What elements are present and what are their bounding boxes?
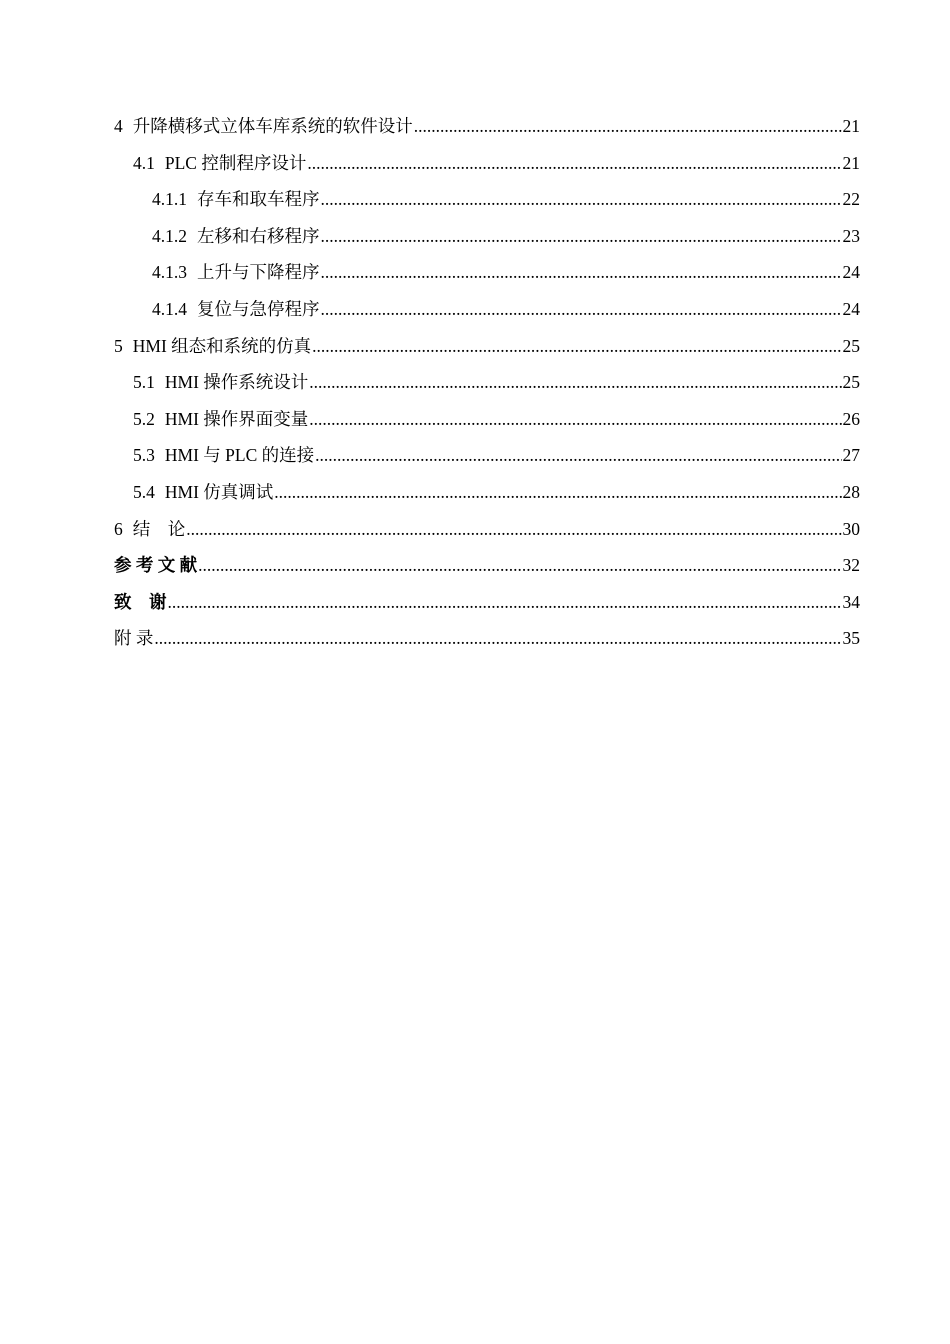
- toc-entry-4[interactable]: [114, 108, 860, 145]
- toc-entry-number: 5.4: [133, 481, 155, 502]
- dot-leader: [321, 218, 842, 255]
- toc-page-number: 28: [842, 481, 860, 502]
- dot-leader: [274, 474, 841, 511]
- toc-entry-4-1-1[interactable]: [114, 181, 860, 218]
- dot-leader: [309, 401, 841, 438]
- toc-entry-number: 6: [114, 518, 123, 539]
- toc-page-number: 21: [842, 152, 860, 173]
- toc-entry-number: 4.1.2: [152, 225, 187, 246]
- toc-entry-text: HMI 仿真调试: [164, 481, 274, 502]
- toc-entry-number: 4.1.4: [152, 298, 187, 319]
- dot-leader: [198, 547, 841, 584]
- dot-leader: [168, 584, 842, 621]
- toc-entry-title: [114, 584, 167, 621]
- toc-entry-number: 5.2: [133, 408, 155, 429]
- toc-entry-text: PLC 控制程序设计: [164, 152, 307, 173]
- toc-entry-text: HMI 操作界面变量: [164, 408, 309, 429]
- toc-entry-text: 参 考 文 献: [114, 555, 198, 576]
- toc-entry-5-1[interactable]: [114, 364, 860, 401]
- toc-entry-number: 5: [114, 335, 123, 356]
- dot-leader: [312, 328, 841, 365]
- dot-leader: [321, 254, 842, 291]
- toc-entry-title: [152, 181, 320, 218]
- toc-entry-text: 结 论: [132, 518, 186, 539]
- toc-entry-title: [114, 108, 413, 145]
- toc-entry-5-3[interactable]: [114, 437, 860, 474]
- toc-entry-text: HMI 与 PLC 的连接: [164, 445, 315, 466]
- toc-entry-text: 复位与急停程序: [197, 298, 320, 319]
- dot-leader: [307, 145, 841, 182]
- toc-entry-title: [114, 620, 153, 657]
- toc-entry-number: 4.1.1: [152, 189, 187, 210]
- dot-leader: [321, 291, 842, 328]
- toc-entry-number: 4.1: [133, 152, 155, 173]
- toc-entry-acknowledgements[interactable]: [114, 584, 860, 621]
- toc-entry-number: 5.1: [133, 372, 155, 393]
- toc-entry-text: HMI 操作系统设计: [164, 372, 309, 393]
- toc-entry-title: [133, 364, 308, 401]
- toc-entry-4-1-2[interactable]: [114, 218, 860, 255]
- table-of-contents: [114, 108, 860, 657]
- toc-entry-text: 升降横移式立体车库系统的软件设计: [132, 116, 413, 136]
- toc-entry-4-1-3[interactable]: [114, 254, 860, 291]
- toc-page-number: 27: [842, 445, 860, 466]
- toc-entry-number: 4: [114, 116, 123, 136]
- toc-page-number: 23: [842, 225, 860, 246]
- dot-leader: [186, 511, 841, 548]
- toc-entry-4-1-4[interactable]: [114, 291, 860, 328]
- toc-page-number: 25: [842, 372, 860, 393]
- toc-page-number: 24: [842, 298, 860, 319]
- dot-leader: [309, 364, 841, 401]
- toc-page-number: 21: [842, 116, 860, 136]
- toc-entry-title: [114, 511, 185, 548]
- toc-entry-references[interactable]: [114, 547, 860, 584]
- toc-entry-title: [133, 437, 314, 474]
- toc-page-number: 30: [842, 518, 860, 539]
- toc-entry-title: [152, 291, 320, 328]
- toc-entry-5[interactable]: [114, 328, 860, 365]
- toc-entry-text: 上升与下降程序: [197, 262, 320, 283]
- toc-entry-title: [152, 218, 320, 255]
- dot-leader: [315, 437, 841, 474]
- toc-entry-title: [152, 254, 320, 291]
- toc-entry-number: 5.3: [133, 445, 155, 466]
- toc-entry-title: [133, 474, 273, 511]
- toc-entry-number: 4.1.3: [152, 262, 187, 283]
- toc-page-number: 34: [842, 591, 860, 612]
- toc-entry-text: 致 谢: [114, 591, 167, 612]
- toc-page-number: 32: [842, 555, 860, 576]
- toc-entry-text: 左移和右移程序: [197, 225, 320, 246]
- toc-entry-title: [114, 328, 311, 365]
- toc-entry-text: 附 录: [114, 628, 154, 649]
- dot-leader: [321, 181, 842, 218]
- dot-leader: [414, 108, 842, 145]
- toc-page-number: 25: [842, 335, 860, 356]
- toc-entry-4-1[interactable]: [114, 145, 860, 182]
- toc-entry-title: [133, 145, 306, 182]
- toc-page-number: 26: [842, 408, 860, 429]
- toc-entry-title: [133, 401, 308, 438]
- dot-leader: [154, 620, 841, 657]
- toc-page-number: 22: [842, 189, 860, 210]
- toc-entry-5-4[interactable]: [114, 474, 860, 511]
- toc-page-number: 24: [842, 262, 860, 283]
- toc-entry-6[interactable]: [114, 511, 860, 548]
- toc-entry-text: HMI 组态和系统的仿真: [132, 335, 312, 356]
- toc-page-number: 35: [842, 628, 860, 649]
- toc-entry-5-2[interactable]: [114, 401, 860, 438]
- toc-entry-text: 存车和取车程序: [197, 189, 320, 210]
- toc-entry-title: [114, 547, 197, 584]
- toc-entry-appendix[interactable]: [114, 620, 860, 657]
